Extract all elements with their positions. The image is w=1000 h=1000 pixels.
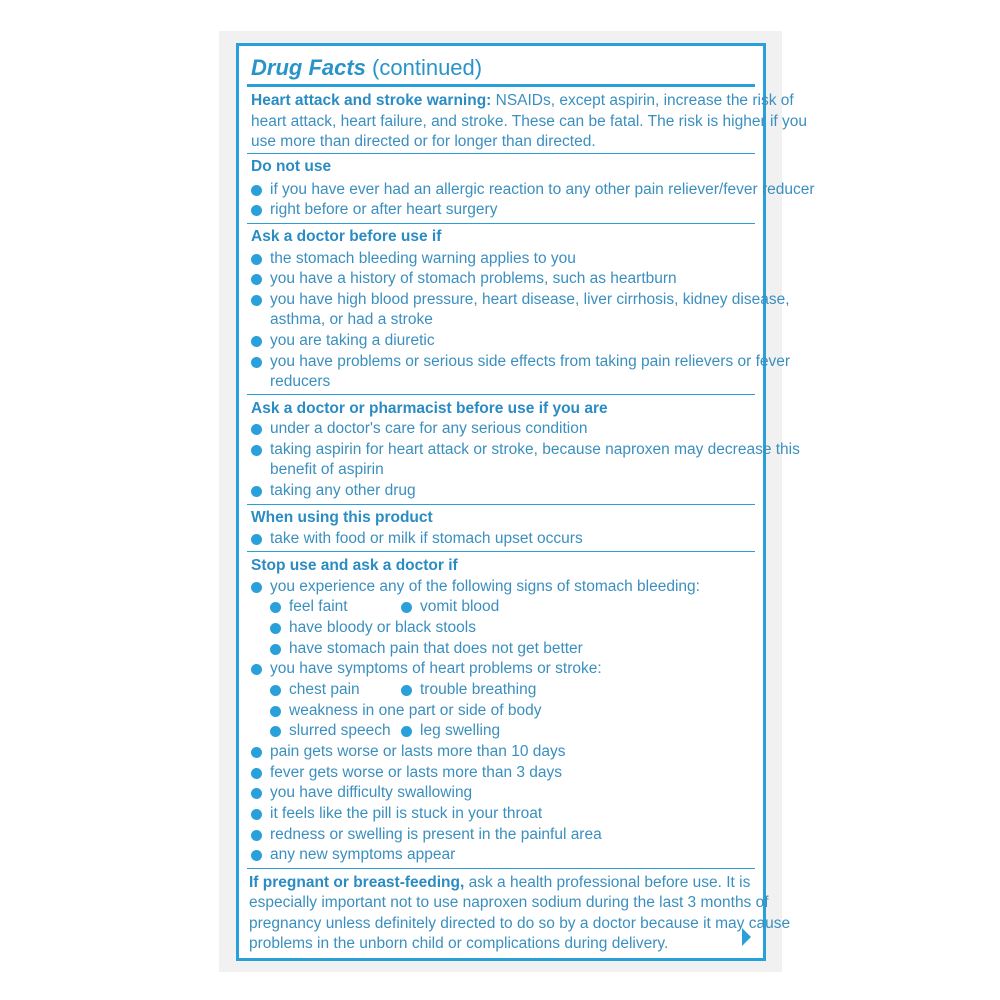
bullet-dot-icon bbox=[270, 685, 281, 696]
bullet-dot-icon bbox=[251, 336, 262, 347]
bullet-dot-icon bbox=[251, 664, 262, 675]
bullet-dot-icon bbox=[251, 768, 262, 779]
page-title: Drug Facts (continued) bbox=[251, 55, 483, 80]
divider bbox=[247, 868, 755, 869]
bullet-dot-icon bbox=[251, 809, 262, 820]
list-item-continued: reducers bbox=[270, 373, 331, 390]
list-item: you have difficulty swallowing bbox=[270, 784, 473, 801]
sub-list-item: trouble breathing bbox=[420, 681, 537, 698]
list-item: you have symptoms of heart problems or stroke: bbox=[270, 660, 602, 677]
sub-list-item: leg swelling bbox=[420, 722, 501, 739]
bullet-dot-icon bbox=[251, 747, 262, 758]
bullet-dot-icon bbox=[251, 582, 262, 593]
section-heading: Stop use and ask a doctor if bbox=[251, 557, 458, 574]
bullet-dot-icon bbox=[270, 623, 281, 634]
sub-list-item: weakness in one part or side of body bbox=[289, 702, 542, 719]
list-item: if you have ever had an allergic reaction to any other pain reliever/fever reducer bbox=[270, 181, 815, 198]
divider bbox=[247, 394, 755, 395]
bullet-dot-icon bbox=[251, 254, 262, 265]
bullet-dot-icon bbox=[251, 357, 262, 368]
sub-list-item: slurred speech bbox=[289, 722, 391, 739]
list-item: right before or after heart surgery bbox=[270, 201, 498, 218]
section-heading: When using this product bbox=[251, 509, 433, 526]
drug-facts-panel bbox=[236, 43, 815, 961]
heart-line-2: heart attack, heart failure, and stroke. These can be fatal. The risk is higher if you bbox=[251, 113, 808, 130]
bullet-dot-icon bbox=[251, 205, 262, 216]
list-item: you are taking a diuretic bbox=[270, 332, 435, 349]
bullet-dot-icon bbox=[401, 602, 412, 613]
section-heading: Do not use bbox=[251, 158, 332, 175]
section-heading: Ask a doctor before use if bbox=[251, 228, 442, 245]
list-item: redness or swelling is present in the painful area bbox=[270, 826, 602, 843]
list-item: pain gets worse or lasts more than 10 days bbox=[270, 743, 566, 760]
bullet-dot-icon bbox=[251, 445, 262, 456]
list-item: under a doctor's care for any serious condition bbox=[270, 420, 588, 437]
list-item-continued: benefit of aspirin bbox=[270, 461, 384, 478]
list-item: fever gets worse or lasts more than 3 days bbox=[270, 764, 563, 781]
bullet-dot-icon bbox=[251, 830, 262, 841]
pregnant-line-1: If pregnant or breast-feeding, ask a health professional before use. It is bbox=[249, 874, 751, 891]
sub-list-item: feel faint bbox=[289, 598, 348, 615]
divider bbox=[247, 551, 755, 552]
list-item: taking aspirin for heart attack or stroke, because naproxen may decrease this bbox=[270, 441, 800, 458]
pregnant-line-3: pregnancy unless definitely directed to do so by a doctor because it may cause bbox=[249, 915, 791, 932]
list-item: you have a history of stomach problems, such as heartburn bbox=[270, 270, 677, 287]
list-item: any new symptoms appear bbox=[270, 846, 456, 863]
sub-list-item: vomit blood bbox=[420, 598, 500, 615]
list-item: it feels like the pill is stuck in your throat bbox=[270, 805, 543, 822]
divider bbox=[247, 504, 755, 505]
sub-list-item: have bloody or black stools bbox=[289, 619, 476, 636]
bullet-dot-icon bbox=[251, 788, 262, 799]
bullet-dot-icon bbox=[270, 706, 281, 717]
bullet-dot-icon bbox=[251, 274, 262, 285]
bullet-dot-icon bbox=[251, 486, 262, 497]
bullet-dot-icon bbox=[270, 602, 281, 613]
list-item: taking any other drug bbox=[270, 482, 416, 499]
heart-line-1: Heart attack and stroke warning: NSAIDs, except aspirin, increase the risk of bbox=[251, 92, 794, 109]
bullet-dot-icon bbox=[251, 534, 262, 545]
list-item: take with food or milk if stomach upset occurs bbox=[270, 530, 583, 547]
bullet-dot-icon bbox=[251, 185, 262, 196]
list-item: you have high blood pressure, heart disease, liver cirrhosis, kidney disease, bbox=[270, 291, 790, 308]
bullet-dot-icon bbox=[270, 726, 281, 737]
bullet-dot-icon bbox=[251, 850, 262, 861]
list-item: you experience any of the following signs of stomach bleeding: bbox=[270, 578, 700, 595]
bullet-dot-icon bbox=[401, 685, 412, 696]
divider bbox=[247, 223, 755, 224]
bullet-dot-icon bbox=[251, 424, 262, 435]
pregnant-line-4: problems in the unborn child or complications during delivery. bbox=[249, 935, 669, 952]
bullet-dot-icon bbox=[270, 644, 281, 655]
sub-list-item: chest pain bbox=[289, 681, 360, 698]
divider bbox=[247, 84, 755, 87]
sub-list-item: have stomach pain that does not get better bbox=[289, 640, 583, 657]
bullet-dot-icon bbox=[251, 295, 262, 306]
bullet-dot-icon bbox=[401, 726, 412, 737]
list-item-continued: asthma, or had a stroke bbox=[270, 311, 433, 328]
divider bbox=[247, 153, 755, 154]
section-heading: Ask a doctor or pharmacist before use if you are bbox=[251, 400, 608, 417]
list-item: you have problems or serious side effects from taking pain relievers or fever bbox=[270, 353, 791, 370]
pregnant-line-2: especially important not to use naproxen sodium during the last 3 months of bbox=[249, 894, 769, 911]
heart-line-3: use more than directed or for longer than directed. bbox=[251, 133, 596, 150]
list-item: the stomach bleeding warning applies to you bbox=[270, 250, 576, 267]
arrow-right-icon bbox=[742, 928, 751, 946]
